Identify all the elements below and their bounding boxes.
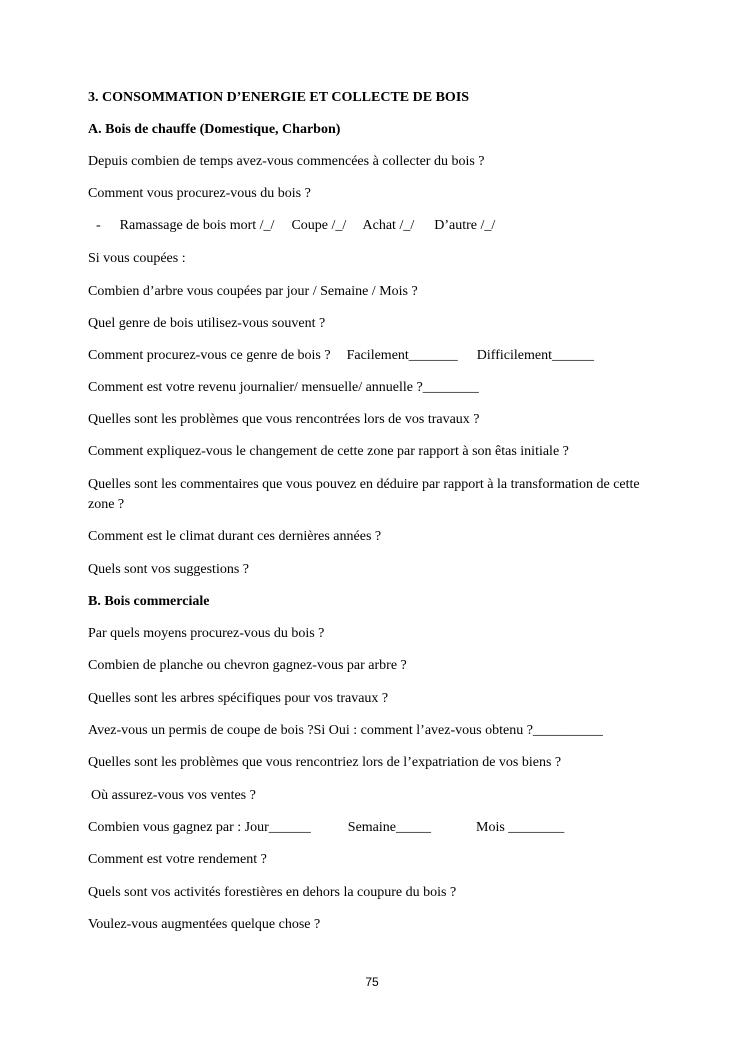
question-a9: Comment expliquez-vous le changement de cette zone par rapport à son êtas initiale ? <box>88 444 569 459</box>
question-a6 <box>88 348 594 364</box>
question-b2: Combien de planche ou chevron gagnez-vous par arbre ? <box>88 658 407 673</box>
part-a-heading: A. Bois de chauffe (Domestique, Charbon) <box>88 122 341 137</box>
question-a11: Comment est le climat durant ces dernières années ? <box>88 529 382 544</box>
gain-jour: Combien vous gagnez par : Jour______ <box>88 820 311 835</box>
question-a5: Quel genre de bois utilisez-vous souvent ? <box>88 316 326 331</box>
section-title: 3. CONSOMMATION D’ENERGIE ET COLLECTE DE BOIS <box>88 90 470 105</box>
page-number: 75 <box>365 975 379 989</box>
question-b9: Quels sont vos activités forestières en dehors la coupure du bois ? <box>88 885 457 900</box>
question-a3: Si vous coupées : <box>88 251 186 266</box>
question-b4: Avez-vous un permis de coupe de bois ?Si Oui : comment l’avez-vous obtenu ?__________ <box>88 723 603 738</box>
question-a1: Depuis combien de temps avez-vous commencées à collecter du bois ? <box>88 154 485 169</box>
question-a7: Comment est votre revenu journalier/ mensuelle/ annuelle ?________ <box>88 380 479 395</box>
question-b1: Par quels moyens procurez-vous du bois ? <box>88 626 325 641</box>
answer-facilement: Facilement_______ <box>346 348 458 363</box>
question-a6-text: Comment procurez-vous ce genre de bois ? <box>88 348 331 363</box>
question-b3: Quelles sont les arbres spécifiques pour vos travaux ? <box>88 691 389 706</box>
question-b10: Voulez-vous augmentées quelque chose ? <box>88 917 321 932</box>
question-b5: Quelles sont les problèmes que vous rencontriez lors de l’expatriation de vos biens ? <box>88 755 562 770</box>
question-a2: Comment vous procurez-vous du bois ? <box>88 186 311 201</box>
question-a10: Quelles sont les commentaires que vous pouvez en déduire par rapport à la transformation de cette zone ? <box>88 477 640 512</box>
option-ramassage: Ramassage de bois mort /_/ <box>119 218 275 233</box>
question-a4: Combien d’arbre vous coupées par jour / Semaine / Mois ? <box>88 284 418 299</box>
question-b7 <box>88 820 564 836</box>
gain-mois: Mois ________ <box>476 820 565 835</box>
option-coupe: Coupe /_/ <box>291 218 347 233</box>
list-dash: - <box>96 218 101 233</box>
option-achat: Achat /_/ <box>362 218 415 233</box>
gain-semaine: Semaine_____ <box>347 820 432 835</box>
options-line <box>96 218 495 234</box>
answer-difficilement: Difficilement______ <box>476 348 594 363</box>
part-b-heading: B. Bois commerciale <box>88 594 210 609</box>
option-autre: D’autre /_/ <box>434 218 496 233</box>
question-a8: Quelles sont les problèmes que vous rencontrées lors de vos travaux ? <box>88 412 480 427</box>
question-b6: Où assurez-vous vos ventes ? <box>91 788 256 803</box>
question-a12: Quels sont vos suggestions ? <box>88 562 249 577</box>
question-b8: Comment est votre rendement ? <box>88 852 267 867</box>
